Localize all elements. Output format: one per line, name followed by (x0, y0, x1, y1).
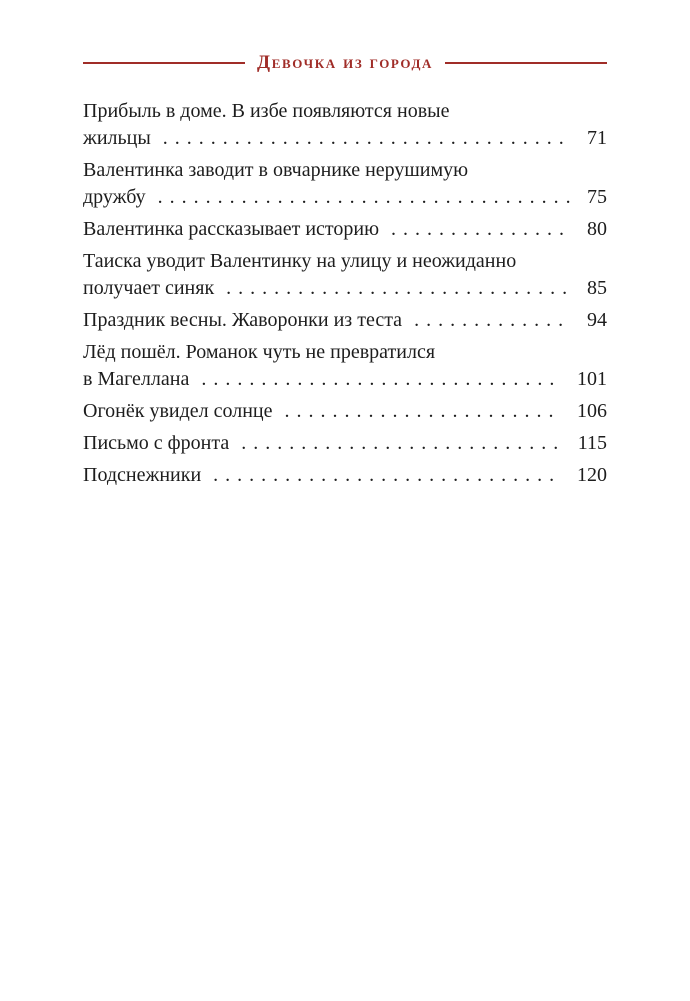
table-of-contents (83, 98, 607, 489)
toc-entry-last-line (83, 398, 607, 425)
toc-entry-title: жильцы (83, 127, 151, 149)
toc-entry-title: Письмо с фронта (83, 432, 230, 454)
toc-entry-title: Огонёк увидел солнце (83, 400, 273, 422)
toc-entry (83, 462, 607, 489)
dot-leader (226, 275, 571, 302)
toc-entry (83, 248, 607, 302)
dot-leader (213, 462, 561, 489)
toc-entry-title: в Магеллана (83, 368, 190, 390)
toc-page-number: 120 (577, 464, 607, 486)
toc-page-number: 115 (577, 432, 607, 454)
toc-entry-title: получает синяк (83, 277, 215, 299)
toc-entry-first-line: Валентинка заводит в овчарнике нерушимую (83, 159, 469, 181)
dot-leader (285, 398, 561, 425)
dot-leader (163, 125, 571, 152)
toc-entry-first-line: Таиска уводит Валентинку на улицу и неожиданно (83, 250, 517, 272)
toc-entry-last-line (83, 125, 607, 152)
toc-entry-title: Подснежники (83, 464, 202, 486)
toc-page-number: 94 (587, 309, 607, 331)
toc-entry (83, 98, 607, 152)
toc-entry (83, 216, 607, 243)
toc-page-number: 75 (587, 186, 607, 208)
toc-entry-title: Праздник весны. Жаворонки из теста (83, 309, 403, 331)
toc-entry-first-line: Прибыль в доме. В избе появляются новые (83, 100, 450, 122)
book-title: Девочка из города (257, 52, 433, 73)
toc-page-number: 80 (587, 218, 607, 240)
dot-leader (414, 307, 571, 334)
toc-entry (83, 398, 607, 425)
dot-leader (158, 184, 571, 211)
toc-page-number: 101 (577, 368, 607, 390)
toc-entry (83, 157, 607, 211)
toc-entry-last-line (83, 462, 607, 489)
toc-entry-title: дружбу (83, 186, 146, 208)
dot-leader (201, 366, 561, 393)
toc-entry-last-line (83, 307, 607, 334)
running-head (83, 52, 607, 74)
toc-entry-last-line (83, 430, 607, 457)
toc-entry-last-line (83, 216, 607, 243)
toc-entry-last-line (83, 275, 607, 302)
toc-entry-first-line: Лёд пошёл. Романок чуть не превратился (83, 341, 436, 363)
toc-entry (83, 430, 607, 457)
toc-entry (83, 339, 607, 393)
toc-page-number: 71 (587, 127, 607, 149)
toc-page-number: 85 (587, 277, 607, 299)
header-rule-right (445, 62, 607, 64)
toc-entry (83, 307, 607, 334)
toc-entry-last-line (83, 366, 607, 393)
header-rule-left (83, 62, 245, 64)
dot-leader (241, 430, 562, 457)
toc-entry-last-line (83, 184, 607, 211)
dot-leader (391, 216, 571, 243)
toc-entry-title: Валентинка рассказывает историю (83, 218, 380, 240)
toc-page-number: 106 (577, 400, 607, 422)
